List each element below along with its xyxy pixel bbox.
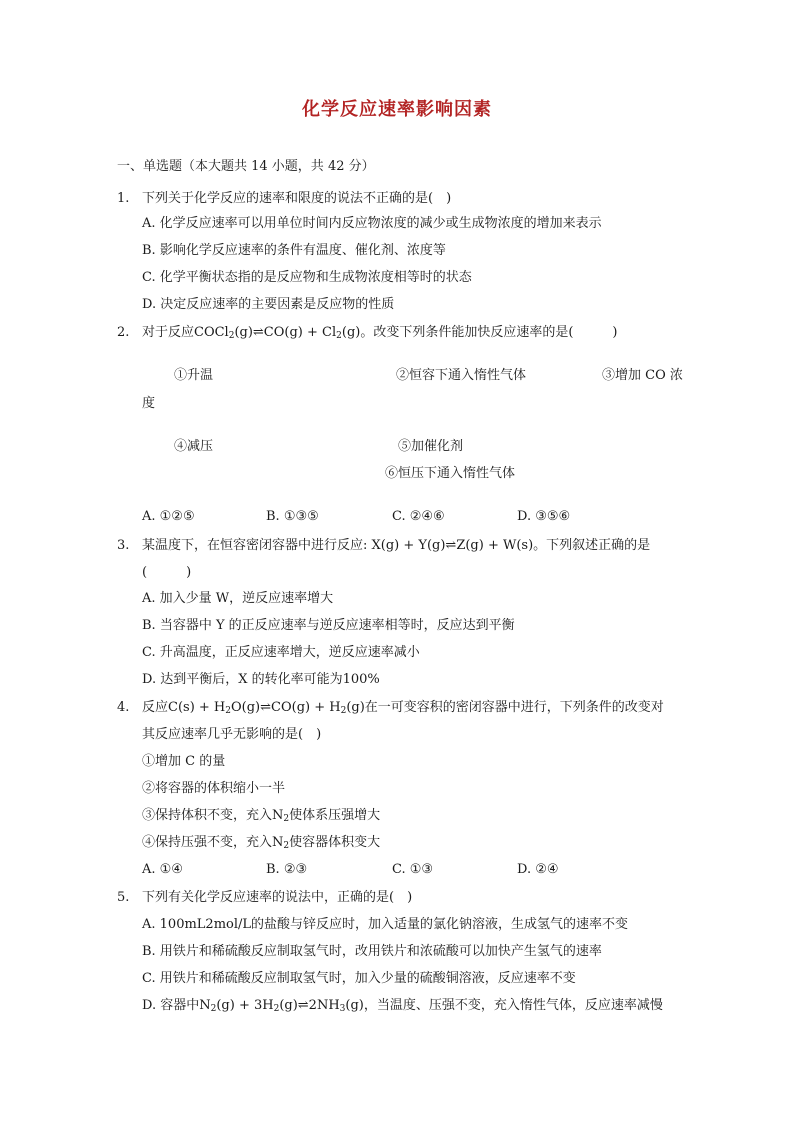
option-b: B. 当容器中 Y 的正反应速率与逆反应速率相等时，反应达到平衡 bbox=[142, 618, 515, 633]
option-b: B. ①③⑤ bbox=[266, 509, 319, 524]
option-text: D. 容器中N bbox=[142, 998, 211, 1013]
question-stem bbox=[142, 698, 664, 721]
option-c: C. ①③ bbox=[392, 862, 434, 877]
stem-text: O(g)⇌CO(g) + H bbox=[231, 700, 341, 715]
page-title: 化学反应速率影响因素 bbox=[302, 99, 492, 120]
stem-text: (g)。改变下列条件能加快反应速率的是( ) bbox=[341, 325, 618, 340]
condition-3: ③增加 CO 浓 bbox=[602, 368, 683, 383]
option-text: (g)⇌2NH bbox=[279, 998, 340, 1013]
condition-3-continued: 度 bbox=[142, 396, 156, 411]
option-d bbox=[142, 996, 663, 1019]
option-a: A. ①②⑤ bbox=[142, 509, 195, 524]
question-stem-continued: 其反应速率几乎无影响的是( ) bbox=[142, 727, 322, 742]
stem-text: 反应C(s) + H bbox=[142, 700, 226, 715]
subscript: 2 bbox=[340, 706, 347, 716]
option-d: D. 达到平衡后，X 的转化率可能为100% bbox=[142, 672, 380, 687]
option-c: C. 化学平衡状态指的是反应物和生成物浓度相等时的状态 bbox=[142, 270, 472, 285]
option-text: (g) + 3H bbox=[216, 998, 274, 1013]
condition-4 bbox=[142, 833, 380, 856]
condition-text: ③保持体积不变，充入N bbox=[142, 808, 284, 823]
condition-text: ④保持压强不变，充入N bbox=[142, 835, 284, 850]
subscript: 3 bbox=[339, 1004, 346, 1014]
stem-text: (g)⇌CO(g) + Cl bbox=[234, 325, 337, 340]
condition-6: ⑥恒压下通入惰性气体 bbox=[385, 466, 516, 481]
option-c: C. 升高温度，正反应速率增大，逆反应速率减小 bbox=[142, 645, 420, 660]
subscript: 2 bbox=[225, 706, 231, 716]
option-b: B. ②③ bbox=[266, 862, 308, 877]
section-heading: 一、单选题（本大题共 14 小题，共 42 分） bbox=[117, 159, 375, 174]
subscript: 2 bbox=[228, 331, 235, 341]
option-c: C. ②④⑥ bbox=[392, 509, 445, 524]
condition-2: ②恒容下通入惰性气体 bbox=[396, 368, 527, 383]
subscript: 2 bbox=[283, 814, 290, 824]
question-stem: 某温度下，在恒容密闭容器中进行反应: X(g) + Y(g)⇌Z(g) + W(s)。下列叙述正确的是 bbox=[142, 538, 651, 553]
option-a: A. 化学反应速率可以用单位时间内反应物浓度的减少或生成物浓度的增加来表示 bbox=[142, 216, 602, 231]
question-number: 5. bbox=[117, 890, 130, 905]
option-a: A. 100mL2mol/L的盐酸与锌反应时，加入适量的氯化钠溶液，生成氢气的速率不变 bbox=[142, 917, 629, 932]
condition-1: ①增加 C 的量 bbox=[142, 754, 226, 769]
subscript: 2 bbox=[210, 1004, 217, 1014]
condition-text: 使体系压强增大 bbox=[289, 808, 381, 823]
option-c: C. 用铁片和稀硫酸反应制取氢气时，加入少量的硫酸铜溶液，反应速率不变 bbox=[142, 971, 576, 986]
question-number: 3. bbox=[117, 538, 130, 553]
condition-text: 使容器体积变大 bbox=[289, 835, 381, 850]
question-stem-continued: ( ) bbox=[142, 565, 192, 580]
option-a: A. 加入少量 W，逆反应速率增大 bbox=[142, 591, 334, 606]
subscript: 2 bbox=[336, 331, 342, 341]
question-number: 2. bbox=[117, 325, 130, 340]
option-b: B. 影响化学反应速率的条件有温度、催化剂、浓度等 bbox=[142, 243, 446, 258]
question-stem bbox=[142, 323, 618, 346]
condition-4: ④减压 bbox=[174, 439, 214, 454]
condition-5: ⑤加催化剂 bbox=[398, 439, 464, 454]
option-d: D. 决定反应速率的主要因素是反应物的性质 bbox=[142, 297, 395, 312]
option-text: (g)，当温度、压强不变，充入惰性气体，反应速率减慢 bbox=[345, 998, 663, 1013]
option-a: A. ①④ bbox=[142, 862, 183, 877]
condition-2: ②将容器的体积缩小一半 bbox=[142, 781, 286, 796]
stem-text: (g)在一可变容积的密闭容器中进行，下列条件的改变对 bbox=[346, 700, 664, 715]
condition-3 bbox=[142, 806, 380, 829]
subscript: 2 bbox=[283, 841, 290, 851]
option-d: D. ②④ bbox=[517, 862, 559, 877]
stem-text: 对于反应COCl bbox=[142, 325, 229, 340]
question-stem: 下列有关化学反应速率的说法中，正确的是( ) bbox=[142, 890, 413, 905]
option-b: B. 用铁片和稀硫酸反应制取氢气时，改用铁片和浓硫酸可以加快产生氢气的速率 bbox=[142, 944, 602, 959]
option-d: D. ③⑤⑥ bbox=[517, 509, 571, 524]
question-number: 4. bbox=[117, 700, 130, 715]
question-stem: 下列关于化学反应的速率和限度的说法不正确的是( ) bbox=[142, 191, 452, 206]
condition-1: ①升温 bbox=[174, 368, 214, 383]
question-number: 1. bbox=[117, 191, 130, 206]
subscript: 2 bbox=[273, 1004, 280, 1014]
